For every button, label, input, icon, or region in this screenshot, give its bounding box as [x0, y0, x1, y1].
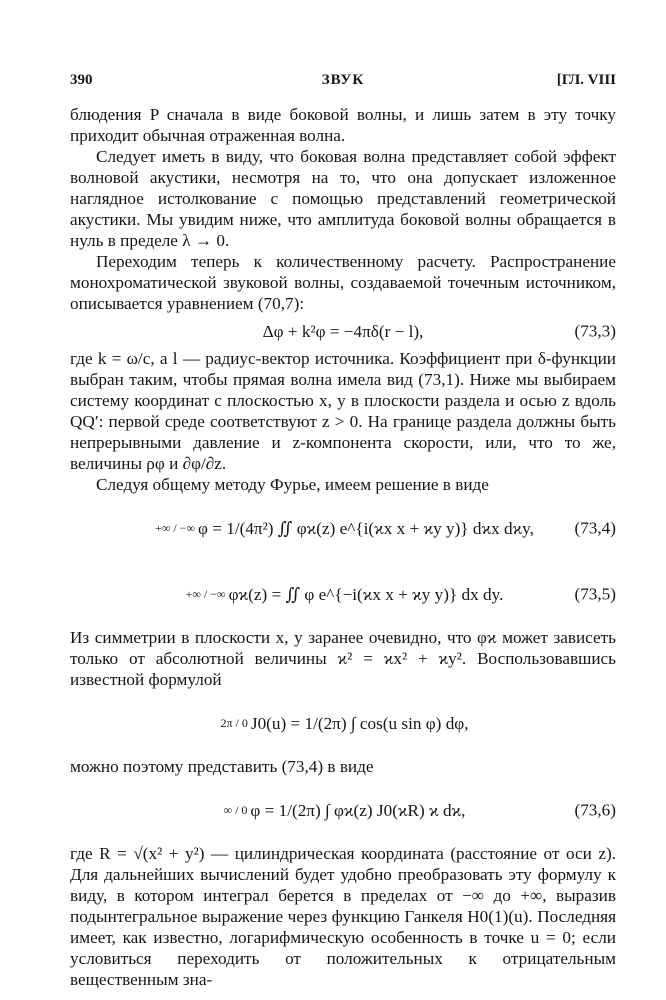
integral-limits	[155, 522, 195, 534]
equation-73-3	[70, 314, 616, 348]
paragraph-7: можно поэтому представить (73,4) в виде	[70, 757, 374, 776]
paragraph-2: Следует иметь в виду, что боковая волна представляет собой эффект волновой акустики, несмотря на то, что она допускает изложенное наглядное истолкование с помощью представлений геометрической акустики. Мы увидим ниже, что амплитуда боковой волны обращается в нуль в пределе λ → 0.	[70, 147, 616, 250]
integral-limits-text: 2π / 0	[220, 716, 248, 730]
integral-limits-text: +∞ / −∞	[155, 521, 196, 535]
equation-formula: Δφ + k²φ = −4πδ(r − l),	[262, 321, 424, 341]
equation-73-4	[70, 495, 616, 561]
section-title: ЗВУК	[321, 72, 365, 88]
paragraph-3: Переходим теперь к количественному расчету. Распространение монохроматической звуковой волны, создаваемой точечным источником, описывается уравнением (70,7):	[70, 252, 616, 313]
equation-number: (73,3)	[574, 321, 616, 341]
equation-formula: φϰ(z) = ∬ φ e^{−i(ϰx x + ϰy y)} dx dy.	[228, 584, 504, 604]
equation-number: (73,6)	[574, 800, 616, 820]
paragraph-1: блюдения P сначала в виде боковой волны, и лишь затем в эту точку приходит обычная отраженная волна.	[70, 105, 616, 145]
integral-limits	[186, 588, 226, 600]
integral-limits-text: ∞ / 0	[223, 803, 248, 817]
page-body	[70, 104, 616, 990]
equation-number: (73,5)	[574, 584, 616, 604]
paragraph-6: Из симметрии в плоскости x, y заранее очевидно, что φϰ может зависеть только от абсолютной величины ϰ² = ϰx² + ϰy². Воспользовавшись известной формулой	[70, 628, 616, 689]
paragraph-5: Следуя общему методу Фурье, имеем решение в виде	[96, 475, 489, 494]
equation-formula: φ = 1/(4π²) ∬ φϰ(z) e^{i(ϰx x + ϰy y)} dϰx dϰy,	[198, 518, 534, 538]
equation-formula: φ = 1/(2π) ∫ φϰ(z) J0(ϰR) ϰ dϰ,	[250, 800, 466, 820]
paragraph-8: где R = √(x² + y²) — цилиндрическая координата (расстояние от оси z). Для дальнейших вычислений будет удобно преобразовать эту формулу к виду, в котором интеграл берется в пределах от −∞ до +∞, выразив подынтегральное выражение через функцию Ганкеля H0(1)(u). Последняя имеет, как известно, логарифмическую особенность в точке u = 0; если условиться переходить от положительных к отрицательным вещественным зна-	[70, 844, 616, 989]
integral-limits-text: +∞ / −∞	[185, 587, 226, 601]
equation-bessel	[70, 690, 616, 756]
equation-number: (73,4)	[574, 518, 616, 538]
running-header	[70, 72, 616, 94]
equation-formula: J0(u) = 1/(2π) ∫ cos(u sin φ) dφ,	[250, 713, 469, 733]
equation-73-6	[70, 777, 616, 843]
chapter-label: [ГЛ. VIII	[556, 72, 616, 88]
integral-limits	[220, 717, 247, 729]
equation-73-5	[70, 561, 616, 627]
integral-limits	[224, 804, 248, 816]
paragraph-4: где k = ω/c, a l — радиус-вектор источника. Коэффициент при δ-функции выбран таким, чтобы прямая волна имела вид (73,1). Ниже мы выбираем систему координат с плоскостью x, y в плоскости раздела и осью z вдоль QQ′: первой среде соответствуют z > 0. На границе раздела должны быть непрерывными давление и z-компонента скорости, или, что то же, величины ρφ и ∂φ/∂z.	[70, 349, 616, 473]
page-number: 390	[70, 72, 93, 88]
